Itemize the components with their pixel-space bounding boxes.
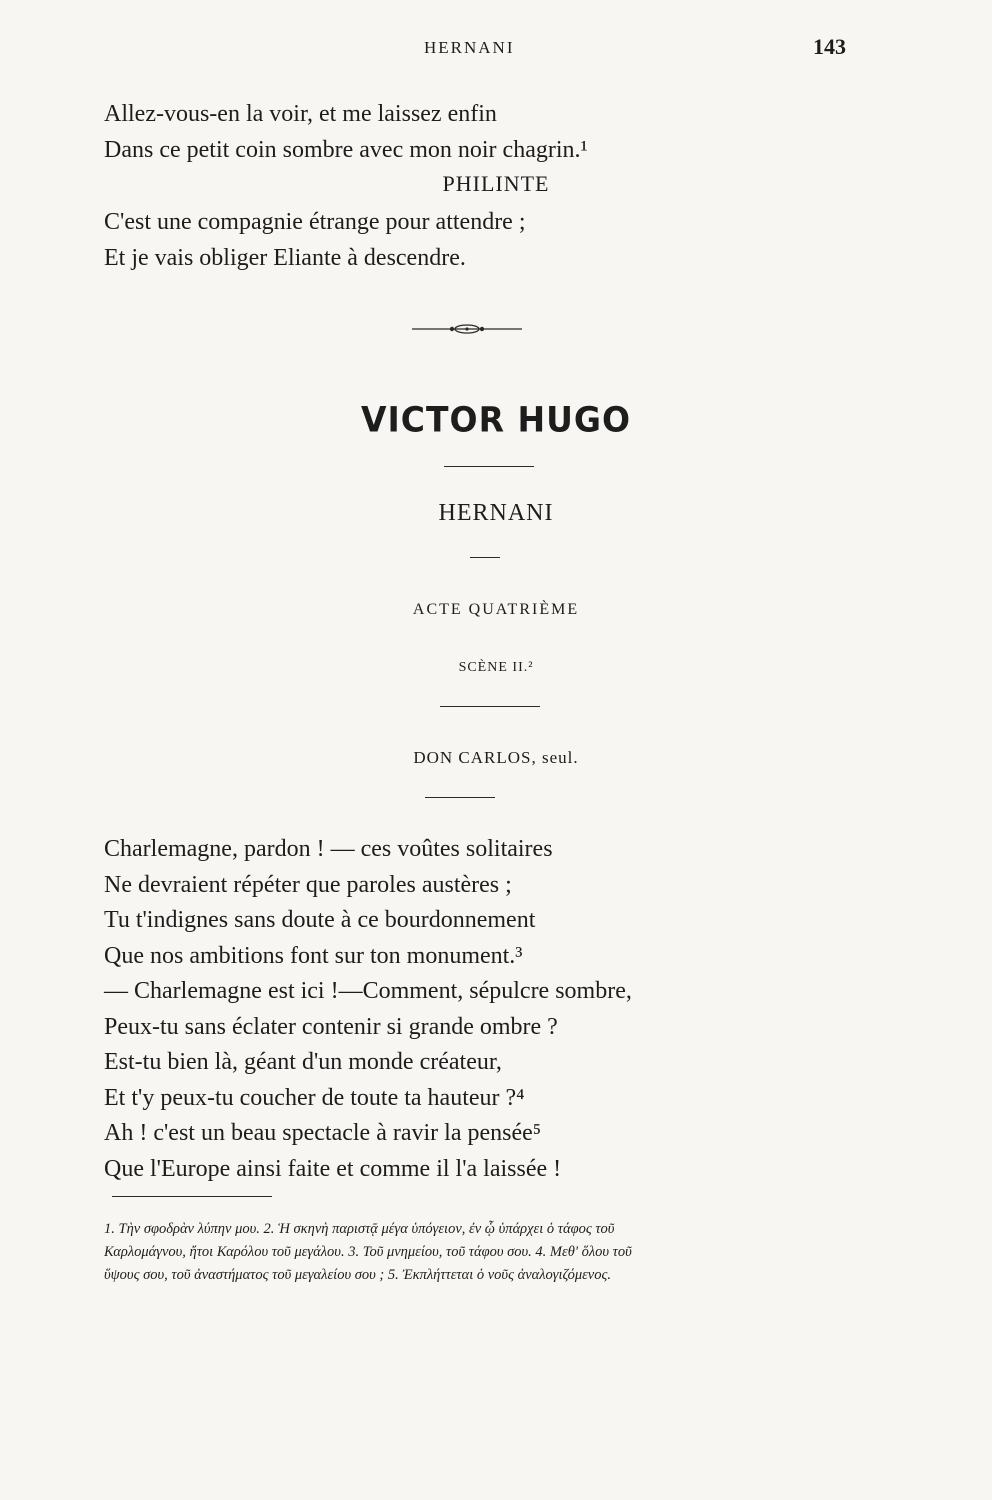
- footnote-line: 1. Τὴν σφοδρὰν λύπην μου. 2. Ἡ σκηνὴ παριστᾷ μέγα ὑπόγειον, ἐν ᾧ ὑπάρχει ὁ τάφος τοῦ: [104, 1221, 615, 1237]
- ornament-divider: [412, 322, 522, 336]
- verse-block-top: [104, 97, 588, 168]
- verse-line: C'est une compagnie étrange pour attendre ;: [104, 209, 526, 235]
- footnote-rule: [112, 1196, 272, 1197]
- verse-line: Charlemagne, pardon ! — ces voûtes solitaires: [104, 836, 553, 862]
- footnotes: [104, 1218, 880, 1287]
- footnote-line: ὕψους σου, τοῦ ἀναστήματος τοῦ μεγαλείου σου ; 5. Ἐκπλήττεται ὁ νοῦς ἀναλογιζόμενος.: [104, 1267, 612, 1283]
- verse-line: Dans ce petit coin sombre avec mon noir chagrin.¹: [104, 136, 588, 163]
- verse-block-main: [104, 832, 632, 1187]
- scene-heading: SCÈNE II.²: [458, 660, 534, 675]
- verse-line: Ah ! c'est un beau spectacle à ravir la pensée⁵: [104, 1120, 542, 1146]
- divider-rule: [470, 557, 500, 558]
- verse-line: Tu t'indignes sans doute à ce bourdonnement: [104, 907, 536, 933]
- footnote-line: Καρλομάγνου, ἤτοι Καρόλου τοῦ μεγάλου. 3. Τοῦ μνημείου, τοῦ τάφου σου. 4. Μεθ' ὅλου τοῦ: [104, 1244, 632, 1260]
- verse-line: Est-tu bien là, géant d'un monde créateur,: [104, 1049, 502, 1075]
- verse-line: Que l'Europe ainsi faite et comme il l'a laissée !: [104, 1155, 562, 1182]
- divider-rule: [444, 466, 534, 467]
- verse-line: — Charlemagne est ici !—Comment, sépulcre sombre,: [104, 978, 632, 1004]
- character-heading: DON CARLOS, seul.: [413, 748, 579, 767]
- speaker-name: PHILINTE: [442, 171, 550, 196]
- page-number: 143: [813, 34, 846, 59]
- act-heading: ACTE QUATRIÈME: [412, 601, 580, 618]
- verse-line: Peux-tu sans éclater contenir si grande ombre ?: [104, 1013, 558, 1040]
- verse-line: Et je vais obliger Eliante à descendre.: [104, 244, 466, 271]
- author-heading: VICTOR HUGO: [360, 399, 632, 440]
- verse-line: Allez-vous-en la voir, et me laissez enfin: [104, 101, 497, 127]
- divider-rule: [440, 706, 540, 707]
- verse-line: Ne devraient répéter que paroles austères ;: [104, 871, 512, 898]
- running-title: HERNANI: [424, 38, 515, 57]
- divider-rule: [425, 797, 495, 798]
- verse-line: Que nos ambitions font sur ton monument.³: [104, 942, 523, 969]
- verse-block-speaker: [104, 205, 526, 276]
- verse-line: Et t'y peux-tu coucher de toute ta hauteur ?⁴: [104, 1084, 525, 1111]
- work-title: HERNANI: [438, 500, 554, 526]
